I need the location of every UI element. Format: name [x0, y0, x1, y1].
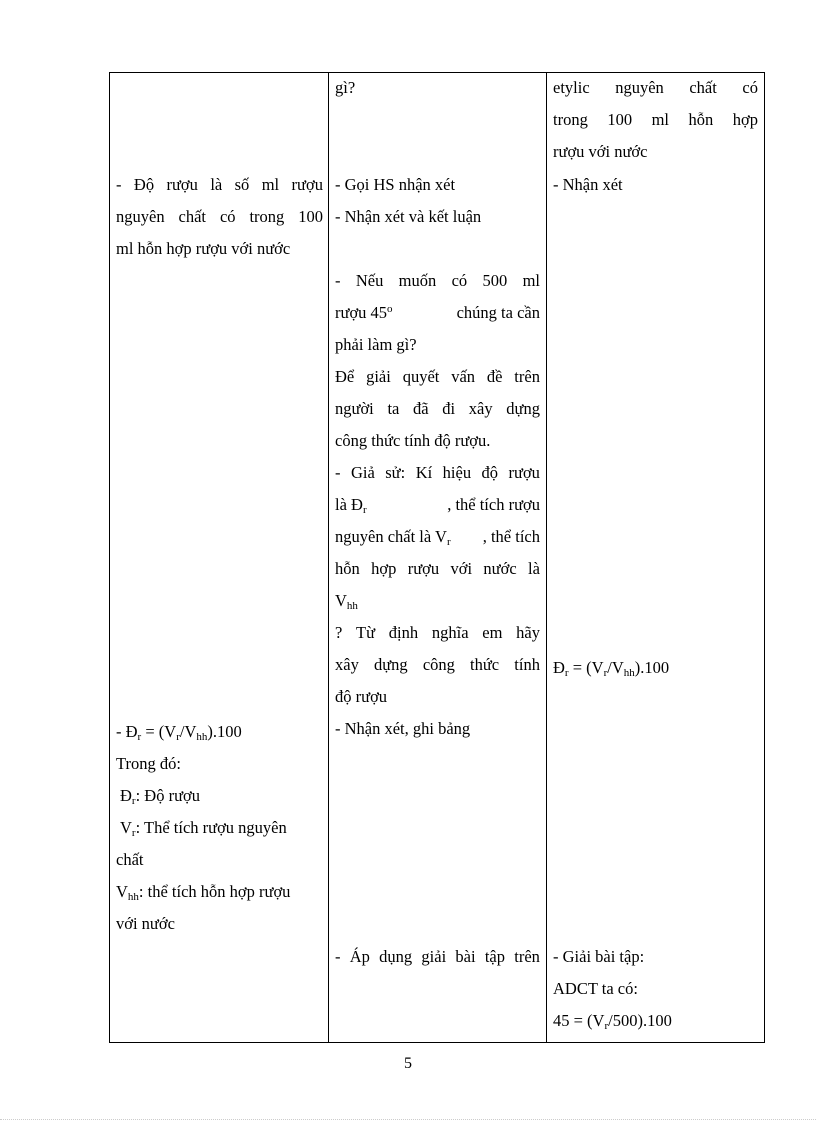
- col2-assume-line-4: hỗn hợp rượu với nước là: [335, 559, 540, 578]
- col2-build-line-2: người ta đã đi xây dựng: [335, 399, 540, 418]
- col2-assume-line-3: nguyên chất là $V_r$ , thể tích: [335, 527, 540, 548]
- col1-definition: [116, 169, 323, 265]
- col2-assume-line-1: - Giả sử: Kí hiệu độ rượu: [335, 463, 540, 482]
- col3-formula-block: [553, 652, 758, 684]
- col2-conclude: - Nhận xét và kết luận: [335, 207, 482, 226]
- col2-build-line-3: công thức tính độ rượu.: [335, 431, 491, 450]
- col2-note: - Nhận xét, ghi bảng: [335, 719, 471, 738]
- col2-q500-line-1: - Nếu muốn có 500 ml: [335, 271, 540, 290]
- col3-definition-cont: [553, 72, 758, 168]
- col1-definition-line-1: - Độ rượu là số ml rượu: [116, 175, 323, 194]
- col1-formula: - $Đ_r = (V_r/V_{hh}).100$: [116, 722, 242, 743]
- col3-comment-block: [553, 169, 758, 201]
- col3-solve-block: [553, 941, 758, 1037]
- col1-v-hh-cont: với nước: [116, 914, 175, 933]
- col2-apply: - Áp dụng giải bài tập trên: [335, 947, 540, 966]
- col2-q-end-text: gì?: [335, 78, 356, 97]
- col2-build-line-1: Để giải quyết vấn đề trên: [335, 367, 540, 386]
- col1-definition-line-3: ml hỗn hợp rượu với nước: [116, 239, 291, 258]
- col1-definition-line-2: nguyên chất có trong 100: [116, 207, 323, 226]
- col3-def-line-3: rượu với nước: [553, 142, 648, 161]
- col1-v-r-cont: chất: [116, 850, 144, 869]
- col1-formula-block: [116, 716, 323, 940]
- col2-q500-line-3: phải làm gì?: [335, 335, 417, 354]
- col1-v-r: $V_r$: Thể tích rượu nguyên: [120, 818, 287, 839]
- col2-activity-block: [335, 169, 540, 233]
- col1-v-hh: $V_{hh}$: thể tích hỗn hợp rượu: [116, 882, 291, 903]
- col2-call: - Gọi HS nhận xét: [335, 175, 456, 194]
- col3-def-line-2: trong 100 ml hỗn hợp: [553, 110, 758, 129]
- column-divider-1: [328, 72, 329, 1043]
- col1-d-r: $Đ_r$: Độ rượu: [120, 786, 201, 807]
- col2-q500-line-2: rượu 45$^o$ chúng ta cần: [335, 303, 540, 322]
- page-bottom-edge: [0, 1119, 816, 1120]
- col2-ask-line-3: độ rượu: [335, 687, 388, 706]
- col2-ask-line-1: ? Từ định nghĩa em hãy: [335, 623, 540, 642]
- col3-def-line-1: etylic nguyên chất có: [553, 78, 758, 97]
- col2-assume-line-2: là $Đ_r$ , thể tích rượu: [335, 495, 540, 516]
- col3-formula: $Đ_r = (V_r/V_{hh}).100$: [553, 658, 670, 679]
- col2-ask-line-2: xây dựng công thức tính: [335, 655, 540, 674]
- col2-apply-block: [335, 941, 540, 973]
- col2-main-block: [335, 265, 540, 745]
- col3-adct: ADCT ta có:: [553, 979, 638, 998]
- col3-comment: - Nhận xét: [553, 175, 623, 194]
- col1-where: Trong đó:: [116, 754, 181, 773]
- col2-assume-line-5: $V_{hh}$: [335, 591, 358, 612]
- col3-solve: - Giải bài tập:: [553, 947, 645, 966]
- col2-question-end: [335, 72, 540, 104]
- column-divider-2: [546, 72, 547, 1043]
- page-number: 5: [404, 1055, 412, 1072]
- col3-calc: $45 = (V_r/500).100$: [553, 1011, 672, 1032]
